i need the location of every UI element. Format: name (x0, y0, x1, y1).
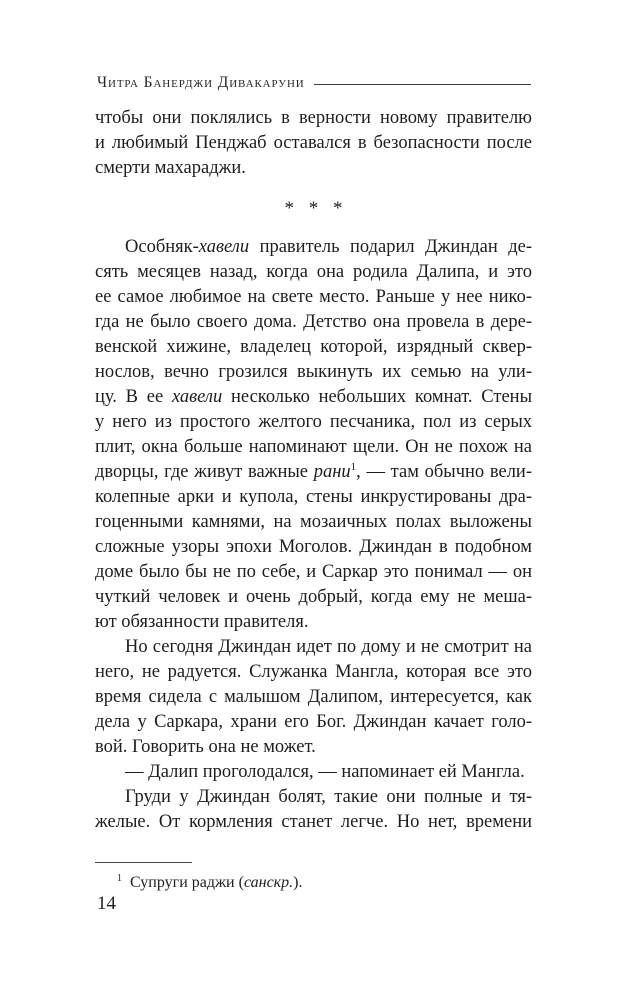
paragraph (95, 235, 532, 635)
text-line: смерти махараджи. (95, 158, 246, 178)
footnote-reference: 1 (350, 460, 357, 473)
text-line: у него из простого желтого песчаника, пол из серых (95, 412, 532, 432)
text-line: Но сегодня Джиндан идет по дому и не смотрит на (125, 637, 532, 657)
text-line: дела у Саркара, храни его Бог. Джиндан качает голо- (95, 712, 532, 732)
text-line: время сидела с малышом Далипом, интересуется, как (95, 687, 532, 707)
footnote-rule (95, 862, 192, 863)
footnote-reference: 1 (117, 872, 122, 884)
footnote-text: $^1$ Супруги раджи (санскр.). (117, 872, 303, 891)
author-name: Читра Банерджи Дивакаруни (97, 74, 305, 91)
page-number: 14 (97, 893, 116, 914)
text-line: гоценными камнями, на мозаичных полах выложены (95, 512, 532, 532)
text-line: Груди у Джиндан болят, такие они полные и тя- (125, 787, 532, 807)
body-text (95, 106, 532, 835)
text-line: сять месяцев назад, когда она родила Далипа, и это (95, 262, 532, 282)
italic-term: хавели (198, 237, 250, 257)
text-line: Особняк-хавели правитель подарил Джиндан де- (125, 237, 532, 257)
text-line: доме было бы не по себе, и Саркар это понимал — он (95, 562, 532, 582)
italic-term: санскр. (243, 874, 294, 891)
paragraph (95, 760, 532, 785)
header-rule (314, 84, 531, 85)
text-line: венской хижине, владелец которой, изрядный сквер- (95, 337, 532, 357)
text-line: дворцы, где живут важные рани$^1$, — там обычно вели- (95, 460, 532, 482)
running-header (97, 74, 531, 92)
paragraph (95, 635, 532, 760)
text-line: и любимый Пенджаб оставался в безопасности после (95, 133, 532, 153)
text-line: гда не было своего дома. Детство она провела в дере- (95, 312, 532, 332)
text-line: — Далип проголодался, — напоминает ей Мангла. (125, 762, 525, 782)
text-line: нослов, вечно грозился выкинуть их семью на ули- (95, 362, 532, 382)
paragraph (95, 785, 532, 835)
text-line: вой. Говорить она не может. (95, 737, 316, 757)
italic-term: хавели (171, 387, 223, 407)
text-line: него, не радуется. Служанка Мангла, которая все это (95, 662, 532, 682)
text-line: ее самое любимое на свете место. Раньше у нее нико- (95, 287, 532, 307)
italic-term: рани (313, 462, 351, 482)
text-line: чуткий человек и очень добрый, когда ему не меша- (95, 587, 532, 607)
text-line: колепные арки и купола, стены инкрустированы дра- (95, 487, 532, 507)
text-line: плит, окна больше напоминают щели. Он не похож на (95, 437, 532, 457)
text-line: цу. В ее хавели несколько небольших комнат. Стены (95, 387, 532, 407)
text-line: сложные узоры эпохи Моголов. Джиндан в подобном (95, 537, 532, 557)
text-line: ют обязанности правителя. (95, 612, 309, 632)
paragraph (95, 106, 532, 181)
text-line: чтобы они поклялись в верности новому правителю (95, 108, 532, 128)
section-separator: * * * (284, 197, 348, 219)
text-line: желые. От кормления станет легче. Но нет, времени (95, 812, 532, 832)
